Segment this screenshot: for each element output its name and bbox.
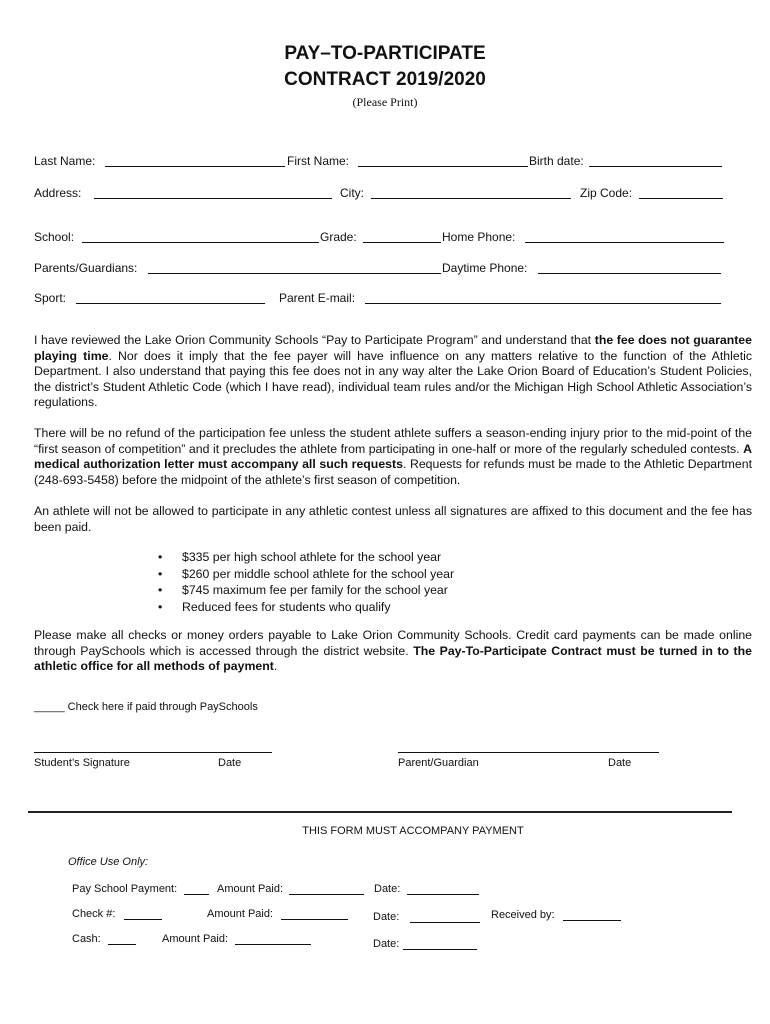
amount-paid-field[interactable] [281,919,348,920]
refund-policy-paragraph [34,426,752,488]
refund-policy-text: There will be no refund of the participation fee unless the student athlete suffers a season-ending injury prior to the mid-point of the “first season of competition” and it precludes the athlete from participating in one-half or more of the regularly scheduled contests. [34,426,752,456]
pay-school-payment-label: Pay School Payment: [72,883,178,895]
address-label: Address: [34,186,82,200]
fee-list-item: • $745 maximum fee per family for the school year [158,582,454,599]
page-title-contract-year: CONTRACT 2019/2020 [284,69,486,90]
parent-signature-line[interactable] [398,752,659,753]
fee-list-item: • $260 per middle school athlete for the school year [158,566,454,583]
first-name-label: First Name: [287,154,350,168]
check-number-label: Check #: [72,908,116,920]
signature-requirement-paragraph: An athlete will not be allowed to participate in any athletic contest unless all signatures are affixed to this document and the fee has been paid. [34,504,752,534]
sport-field[interactable] [76,303,265,304]
date-field[interactable] [403,949,477,950]
amount-paid-label: Amount Paid: [217,883,284,895]
check-number-field[interactable] [124,919,162,920]
amount-paid-field[interactable] [289,894,364,895]
student-signature-line[interactable] [34,752,272,753]
sport-label: Sport: [34,291,67,305]
date-label: Date: [373,938,400,950]
parent-email-field[interactable] [365,303,721,304]
parent-email-label: Parent E-mail: [279,291,356,305]
payment-instructions-paragraph [34,628,752,675]
payschools-checkbox-label: Check here if paid through PaySchools [64,701,258,713]
date-label: Date: [374,883,401,895]
school-field[interactable] [82,242,319,243]
office-use-only-heading: Office Use Only: [68,856,149,868]
zip-code-label: Zip Code: [580,186,633,200]
amount-paid-field[interactable] [235,944,311,945]
payment-instructions-text: Please make all checks or money orders payable to Lake Orion Community Schools. Credit card payments can be made online through PaySchools which is accessed through the district website. [34,628,752,658]
received-by-label: Received by: [491,909,555,921]
page-title: PAY–TO-PARTICIPATE [284,43,486,64]
first-name-field[interactable] [358,166,528,167]
parent-date-label: Date [608,757,632,769]
payment-instructions-bold: The Pay-To-Participate Contract must be turned in to the athletic office for all methods of payment [34,643,752,673]
student-signature-label: Student’s Signature [34,757,130,769]
payschools-checkbox-blank[interactable]: _____ [34,701,65,713]
grade-label: Grade: [320,230,357,244]
refund-policy-bold: A medical authorization letter must accompany all such requests [34,441,752,471]
home-phone-label: Home Phone: [442,230,516,244]
date-field[interactable] [407,894,479,895]
birth-date-label: Birth date: [529,154,584,168]
city-field[interactable] [371,198,571,199]
daytime-phone-label: Daytime Phone: [442,261,528,275]
accompany-payment-notice: THIS FORM MUST ACCOMPANY PAYMENT [302,825,524,837]
pay-school-payment-field[interactable] [184,894,209,895]
grade-field[interactable] [363,242,441,243]
last-name-field[interactable] [105,166,285,167]
fee-list-item: • $335 per high school athlete for the school year [158,549,454,566]
city-label: City: [340,186,364,200]
student-date-label: Date [218,757,242,769]
amount-paid-label: Amount Paid: [207,908,274,920]
date-label: Date: [373,911,400,923]
school-label: School: [34,230,75,244]
payment-instructions-text-cont: . [273,659,278,673]
fee-disclaimer-text-cont: . Nor does it imply that the fee payer will have influence on any matters relative to the function of the Athletic Department. I also understand that paying this fee does not in any way alter the Lake Orion Board of Education’s Student Policies, the district’s Student Athletic Code (which I have read), individual team rules and/or the Michigan High School Athletic Association’s regulations. [34,348,753,409]
parent-guardian-label: Parent/Guardian [398,757,479,769]
parents-guardians-label: Parents/Guardians: [34,261,138,275]
fee-disclaimer-bold: the fee does not guarantee playing time [34,333,752,363]
date-field[interactable] [410,922,480,923]
cash-label: Cash: [72,933,101,945]
address-field[interactable] [94,198,332,199]
fee-disclaimer-text: I have reviewed the Lake Orion Community Schools “Pay to Participate Program” and understand that [34,333,595,347]
parents-guardians-field[interactable] [148,273,441,274]
fee-disclaimer-paragraph [34,333,752,411]
home-phone-field[interactable] [525,242,724,243]
amount-paid-label: Amount Paid: [162,933,229,945]
please-print-note: (Please Print) [352,95,418,109]
fee-list [158,549,454,615]
daytime-phone-field[interactable] [538,273,721,274]
cash-field[interactable] [108,944,136,945]
birth-date-field[interactable] [589,166,722,167]
received-by-field[interactable] [563,920,621,921]
refund-policy-text-cont: . Requests for refunds must be made to the Athletic Department (248-693-5458) before the midpoint of the athlete’s first season of competition. [34,457,752,487]
last-name-label: Last Name: [34,154,96,168]
section-divider [28,811,732,813]
fee-list-item: • Reduced fees for students who qualify [158,599,454,616]
payschools-checkbox-row[interactable] [34,701,258,714]
zip-code-field[interactable] [639,198,723,199]
